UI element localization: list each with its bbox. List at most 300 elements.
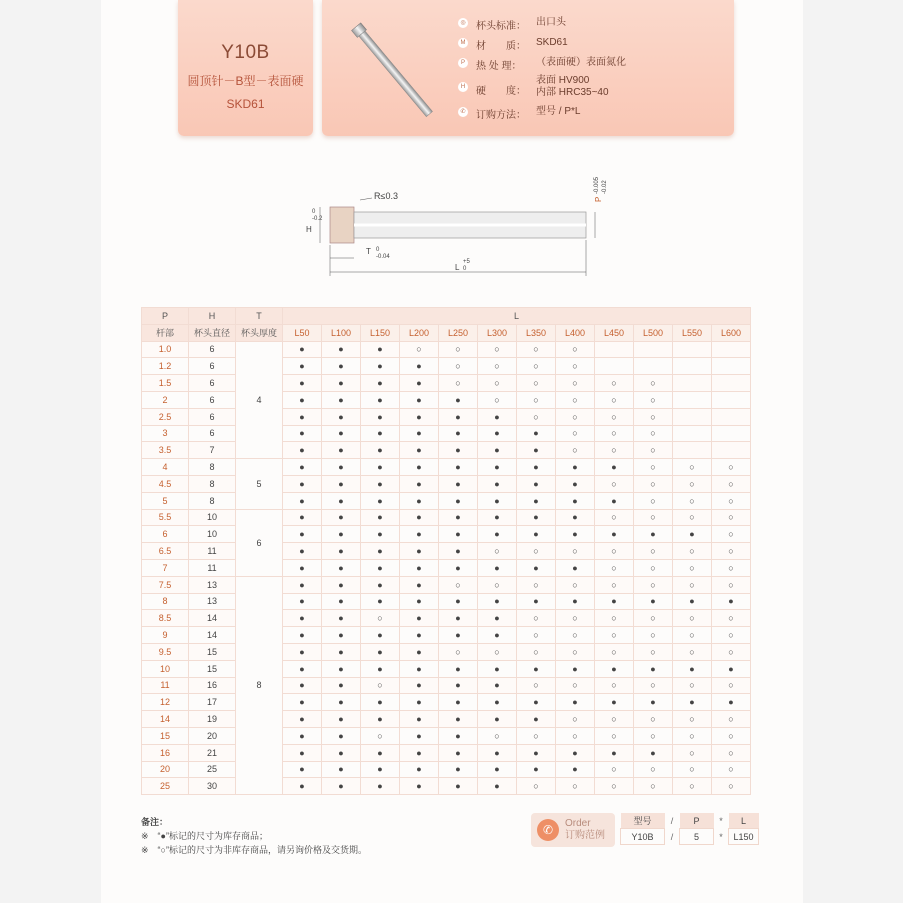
table-row — [142, 593, 751, 610]
nonstock-mark: ○ — [673, 711, 712, 728]
stock-mark: ● — [556, 475, 595, 492]
spec-row-material: M 材 质： SKD61 — [458, 37, 568, 52]
p-cell: 8 — [142, 593, 189, 610]
stock-mark: ● — [400, 509, 439, 526]
stock-mark: ● — [400, 375, 439, 392]
notes-title: 备注： — [141, 817, 169, 827]
spec-row-hardness: H 硬 度： 表面 HV900 内部 HRC35~40 — [458, 75, 609, 99]
stock-mark: ● — [361, 391, 400, 408]
stock-mark: ● — [478, 778, 517, 795]
p-cell: 3 — [142, 425, 189, 442]
stock-mark: ● — [361, 593, 400, 610]
table-row — [142, 509, 751, 526]
nonstock-mark: ○ — [673, 778, 712, 795]
nonstock-mark: ○ — [478, 643, 517, 660]
p-cell: 7.5 — [142, 576, 189, 593]
order-header-model: 型号 — [621, 813, 665, 829]
nonstock-mark: ○ — [595, 778, 634, 795]
nonstock-mark: ○ — [556, 543, 595, 560]
empty-cell — [712, 442, 751, 459]
stock-mark: ● — [283, 475, 322, 492]
empty-cell — [712, 408, 751, 425]
table-row — [142, 459, 751, 476]
nonstock-mark: ○ — [478, 727, 517, 744]
stock-mark: ● — [361, 744, 400, 761]
order-header-p: P — [680, 813, 714, 829]
nonstock-mark: ○ — [634, 475, 673, 492]
table-row — [142, 408, 751, 425]
table-row — [142, 442, 751, 459]
stock-mark: ● — [283, 727, 322, 744]
h-cell: 30 — [189, 778, 236, 795]
stock-mark: ● — [439, 593, 478, 610]
nonstock-mark: ○ — [517, 576, 556, 593]
stock-mark: ● — [283, 610, 322, 627]
h-cell: 6 — [189, 341, 236, 358]
empty-cell — [634, 341, 673, 358]
stock-mark: ● — [322, 391, 361, 408]
table-row — [142, 610, 751, 627]
header-l: L — [283, 308, 751, 325]
nonstock-mark: ○ — [634, 391, 673, 408]
p-cell: 4 — [142, 459, 189, 476]
svg-text:0: 0 — [312, 209, 316, 215]
nonstock-mark: ○ — [556, 391, 595, 408]
nonstock-mark: ○ — [556, 643, 595, 660]
stock-mark: ● — [283, 543, 322, 560]
table-row — [142, 526, 751, 543]
stock-mark: ● — [439, 543, 478, 560]
nonstock-mark: ○ — [556, 610, 595, 627]
header-p: P — [142, 308, 189, 325]
nonstock-mark: ○ — [673, 643, 712, 660]
stock-mark: ● — [322, 627, 361, 644]
empty-cell — [712, 375, 751, 392]
stock-mark: ● — [556, 509, 595, 526]
nonstock-mark: ○ — [673, 576, 712, 593]
table-row — [142, 543, 751, 560]
nonstock-mark: ○ — [517, 375, 556, 392]
stock-mark: ● — [361, 492, 400, 509]
stock-mark: ● — [322, 341, 361, 358]
svg-text:-0.02: -0.02 — [602, 180, 608, 194]
stock-mark: ● — [478, 492, 517, 509]
note-stock: ※ “●”标记的尺寸为库存商品； — [141, 831, 268, 841]
stock-mark: ● — [439, 627, 478, 644]
nonstock-mark: ○ — [595, 391, 634, 408]
stock-mark: ● — [400, 643, 439, 660]
size-table — [141, 307, 751, 795]
svg-text:0: 0 — [463, 266, 467, 272]
stock-mark: ● — [322, 358, 361, 375]
h-cell: 6 — [189, 425, 236, 442]
product-material: SKD61 — [226, 97, 265, 111]
nonstock-mark: ○ — [673, 610, 712, 627]
stock-mark: ● — [400, 526, 439, 543]
phone-icon: ✆ — [458, 107, 468, 117]
nonstock-mark: ○ — [595, 576, 634, 593]
process-icon: P — [458, 58, 468, 68]
stock-mark: ● — [361, 543, 400, 560]
table-row — [142, 660, 751, 677]
h-cell: 19 — [189, 711, 236, 728]
nonstock-mark: ○ — [517, 677, 556, 694]
order-header-l: L — [729, 813, 759, 829]
nonstock-mark: ○ — [634, 425, 673, 442]
stock-mark: ● — [322, 425, 361, 442]
nonstock-mark: ○ — [595, 610, 634, 627]
nonstock-mark: ○ — [673, 559, 712, 576]
notes — [141, 815, 367, 857]
stock-mark: ● — [517, 475, 556, 492]
table-row — [142, 391, 751, 408]
nonstock-mark: ○ — [673, 727, 712, 744]
stock-mark: ● — [439, 492, 478, 509]
table-row — [142, 358, 751, 375]
nonstock-mark: ○ — [634, 509, 673, 526]
p-cell: 1.5 — [142, 375, 189, 392]
stock-mark: ● — [400, 610, 439, 627]
stock-mark: ● — [322, 559, 361, 576]
h-cell: 10 — [189, 526, 236, 543]
stock-mark: ● — [478, 610, 517, 627]
stock-mark: ● — [400, 358, 439, 375]
header-l400: L400 — [556, 324, 595, 341]
spec-row-order: ✆ 订购方法： 型号 / P*L — [458, 106, 580, 121]
stock-mark: ● — [517, 711, 556, 728]
nonstock-mark: ○ — [712, 526, 751, 543]
nonstock-mark: ○ — [634, 492, 673, 509]
stock-mark: ● — [400, 694, 439, 711]
nonstock-mark: ○ — [712, 459, 751, 476]
p-cell: 6 — [142, 526, 189, 543]
table-row — [142, 559, 751, 576]
table-row — [142, 341, 751, 358]
pin-head — [330, 207, 354, 243]
p-cell: 6.5 — [142, 543, 189, 560]
stock-mark: ● — [595, 593, 634, 610]
empty-cell — [673, 358, 712, 375]
stock-mark: ● — [283, 375, 322, 392]
nonstock-mark: ○ — [556, 341, 595, 358]
empty-cell — [673, 425, 712, 442]
h-cell: 13 — [189, 576, 236, 593]
stock-mark: ● — [673, 694, 712, 711]
stock-mark: ● — [439, 559, 478, 576]
empty-cell — [673, 375, 712, 392]
p-cell: 2.5 — [142, 408, 189, 425]
stock-mark: ● — [439, 727, 478, 744]
stock-mark: ● — [517, 509, 556, 526]
h-cell: 20 — [189, 727, 236, 744]
stock-mark: ● — [439, 408, 478, 425]
nonstock-mark: ○ — [634, 627, 673, 644]
stock-mark: ● — [556, 459, 595, 476]
stock-mark: ● — [439, 475, 478, 492]
spec-row-heat: P 热 处 理： （表面硬）表面氮化 — [458, 57, 626, 72]
stock-mark: ● — [322, 375, 361, 392]
nonstock-mark: ○ — [673, 677, 712, 694]
nonstock-mark: ○ — [361, 677, 400, 694]
stock-mark: ● — [322, 475, 361, 492]
h-cell: 6 — [189, 375, 236, 392]
product-title-card — [178, 0, 313, 136]
empty-cell — [712, 341, 751, 358]
stock-mark: ● — [439, 744, 478, 761]
nonstock-mark: ○ — [595, 711, 634, 728]
p-cell: 1.0 — [142, 341, 189, 358]
p-cell: 15 — [142, 727, 189, 744]
stock-mark: ● — [322, 543, 361, 560]
nonstock-mark: ○ — [712, 475, 751, 492]
stock-mark: ● — [439, 711, 478, 728]
p-cell: 10 — [142, 660, 189, 677]
nonstock-mark: ○ — [712, 492, 751, 509]
product-name: 圆顶针－B型－表面硬 — [187, 74, 304, 88]
nonstock-mark: ○ — [439, 576, 478, 593]
table-row — [142, 694, 751, 711]
stock-mark: ● — [361, 711, 400, 728]
hardness-icon: H — [458, 82, 468, 92]
stock-mark: ● — [322, 509, 361, 526]
stock-mark: ● — [439, 610, 478, 627]
nonstock-mark: ○ — [595, 543, 634, 560]
stock-mark: ● — [478, 475, 517, 492]
stock-mark: ● — [400, 576, 439, 593]
table-row — [142, 475, 751, 492]
stock-mark: ● — [556, 694, 595, 711]
nonstock-mark: ○ — [634, 761, 673, 778]
stock-mark: ● — [400, 425, 439, 442]
nonstock-mark: ○ — [517, 610, 556, 627]
nonstock-mark: ○ — [634, 408, 673, 425]
nonstock-mark: ○ — [634, 576, 673, 593]
nonstock-mark: ○ — [712, 559, 751, 576]
stock-mark: ● — [322, 727, 361, 744]
nonstock-mark: ○ — [517, 391, 556, 408]
h-cell: 13 — [189, 593, 236, 610]
order-example-badge: ✆ Order 订购范例 — [531, 813, 615, 847]
nonstock-mark: ○ — [439, 358, 478, 375]
h-cell: 15 — [189, 660, 236, 677]
stock-mark: ● — [361, 660, 400, 677]
stock-mark: ● — [712, 593, 751, 610]
svg-text:0: 0 — [376, 247, 380, 253]
stock-mark: ● — [283, 492, 322, 509]
stock-mark: ● — [283, 442, 322, 459]
stock-mark: ● — [556, 593, 595, 610]
stock-mark: ● — [556, 559, 595, 576]
p-cell: 9.5 — [142, 643, 189, 660]
table-row — [142, 576, 751, 593]
table-row — [142, 492, 751, 509]
nonstock-mark: ○ — [634, 778, 673, 795]
nonstock-mark: ○ — [595, 442, 634, 459]
stock-mark: ● — [361, 761, 400, 778]
nonstock-mark: ○ — [361, 727, 400, 744]
stock-mark: ● — [439, 778, 478, 795]
table-row — [142, 425, 751, 442]
nonstock-mark: ○ — [517, 543, 556, 560]
p-cell: 20 — [142, 761, 189, 778]
nonstock-mark: ○ — [439, 341, 478, 358]
nonstock-mark: ○ — [478, 543, 517, 560]
stock-mark: ● — [361, 341, 400, 358]
nonstock-mark: ○ — [634, 459, 673, 476]
p-cell: 12 — [142, 694, 189, 711]
stock-mark: ● — [478, 459, 517, 476]
svg-text:-0.005: -0.005 — [594, 176, 600, 194]
nonstock-mark: ○ — [673, 492, 712, 509]
header-h-sub: 杯头直径 — [189, 324, 236, 341]
empty-cell — [712, 425, 751, 442]
stock-mark: ● — [361, 509, 400, 526]
nonstock-mark: ○ — [556, 425, 595, 442]
nonstock-mark: ○ — [517, 408, 556, 425]
stock-mark: ● — [439, 761, 478, 778]
p-cell: 2 — [142, 391, 189, 408]
stock-mark: ● — [517, 459, 556, 476]
stock-mark: ● — [517, 761, 556, 778]
stock-mark: ● — [400, 459, 439, 476]
stock-mark: ● — [595, 526, 634, 543]
stock-mark: ● — [478, 761, 517, 778]
h-cell: 21 — [189, 744, 236, 761]
stock-mark: ● — [283, 391, 322, 408]
stock-mark: ● — [634, 593, 673, 610]
stock-mark: ● — [478, 660, 517, 677]
p-label: P — [594, 196, 603, 202]
table-row — [142, 375, 751, 392]
header-l100: L100 — [322, 324, 361, 341]
nonstock-mark: ○ — [478, 375, 517, 392]
stock-mark: ● — [400, 408, 439, 425]
stock-mark: ● — [322, 610, 361, 627]
h-cell: 11 — [189, 543, 236, 560]
stock-mark: ● — [634, 694, 673, 711]
nonstock-mark: ○ — [634, 543, 673, 560]
stock-mark: ● — [478, 694, 517, 711]
stock-mark: ● — [439, 660, 478, 677]
h-cell: 6 — [189, 408, 236, 425]
p-cell: 16 — [142, 744, 189, 761]
p-cell: 3.5 — [142, 442, 189, 459]
nonstock-mark: ○ — [634, 711, 673, 728]
stock-mark: ● — [400, 593, 439, 610]
nonstock-mark: ○ — [634, 727, 673, 744]
stock-mark: ● — [322, 778, 361, 795]
table-row — [142, 711, 751, 728]
h-label: H — [306, 225, 312, 234]
stock-mark: ● — [400, 475, 439, 492]
stock-mark: ● — [400, 391, 439, 408]
stock-mark: ● — [478, 593, 517, 610]
h-cell: 8 — [189, 459, 236, 476]
p-cell: 1.2 — [142, 358, 189, 375]
stock-mark: ● — [400, 778, 439, 795]
nonstock-mark: ○ — [634, 643, 673, 660]
stock-mark: ● — [673, 593, 712, 610]
header-l200: L200 — [400, 324, 439, 341]
nonstock-mark: ○ — [673, 475, 712, 492]
stock-mark: ● — [439, 425, 478, 442]
nonstock-mark: ○ — [595, 475, 634, 492]
spec-card — [322, 0, 734, 136]
stock-mark: ● — [634, 744, 673, 761]
order-example-table: 型号 / P * L Y10B / 5 * L150 — [620, 813, 759, 845]
nonstock-mark: ○ — [712, 610, 751, 627]
stock-mark: ● — [322, 711, 361, 728]
stock-mark: ● — [322, 408, 361, 425]
stock-mark: ● — [322, 643, 361, 660]
stock-mark: ● — [634, 526, 673, 543]
note-nonstock: ※ “○”标记的尺寸为非库存商品，请另询价格及交货期。 — [141, 845, 367, 855]
stock-mark: ● — [322, 576, 361, 593]
stock-mark: ● — [595, 694, 634, 711]
header-l600: L600 — [712, 324, 751, 341]
stock-mark: ● — [283, 677, 322, 694]
stock-mark: ● — [517, 593, 556, 610]
stock-mark: ● — [283, 559, 322, 576]
empty-cell — [673, 341, 712, 358]
stock-mark: ● — [322, 744, 361, 761]
stock-mark: ● — [322, 660, 361, 677]
h-cell: 8 — [189, 492, 236, 509]
nonstock-mark: ○ — [595, 643, 634, 660]
nonstock-mark: ○ — [712, 643, 751, 660]
stock-mark: ● — [400, 711, 439, 728]
nonstock-mark: ○ — [556, 711, 595, 728]
header-l450: L450 — [595, 324, 634, 341]
stock-mark: ● — [517, 660, 556, 677]
nonstock-mark: ○ — [517, 341, 556, 358]
order-value-model: Y10B — [621, 829, 665, 845]
nonstock-mark: ○ — [556, 627, 595, 644]
cup-icon: ◎ — [458, 18, 468, 28]
empty-cell — [595, 341, 634, 358]
stock-mark: ● — [712, 660, 751, 677]
p-cell: 9 — [142, 627, 189, 644]
header-p-sub: 杆部 — [142, 324, 189, 341]
stock-mark: ● — [517, 526, 556, 543]
h-cell: 11 — [189, 559, 236, 576]
stock-mark: ● — [361, 442, 400, 459]
header-l150: L150 — [361, 324, 400, 341]
nonstock-mark: ○ — [556, 442, 595, 459]
stock-mark: ● — [478, 408, 517, 425]
stock-mark: ● — [322, 442, 361, 459]
stock-mark: ● — [283, 744, 322, 761]
nonstock-mark: ○ — [712, 543, 751, 560]
nonstock-mark: ○ — [556, 727, 595, 744]
stock-mark: ● — [517, 442, 556, 459]
nonstock-mark: ○ — [361, 610, 400, 627]
nonstock-mark: ○ — [556, 576, 595, 593]
stock-mark: ● — [556, 660, 595, 677]
stock-mark: ● — [478, 677, 517, 694]
stock-mark: ● — [400, 677, 439, 694]
stock-mark: ● — [595, 459, 634, 476]
stock-mark: ● — [400, 559, 439, 576]
stock-mark: ● — [361, 694, 400, 711]
stock-mark: ● — [595, 744, 634, 761]
svg-text:-0.2: -0.2 — [312, 216, 323, 222]
stock-mark: ● — [322, 459, 361, 476]
stock-mark: ● — [595, 660, 634, 677]
l-label: L — [455, 263, 460, 272]
h-cell: 17 — [189, 694, 236, 711]
nonstock-mark: ○ — [634, 559, 673, 576]
